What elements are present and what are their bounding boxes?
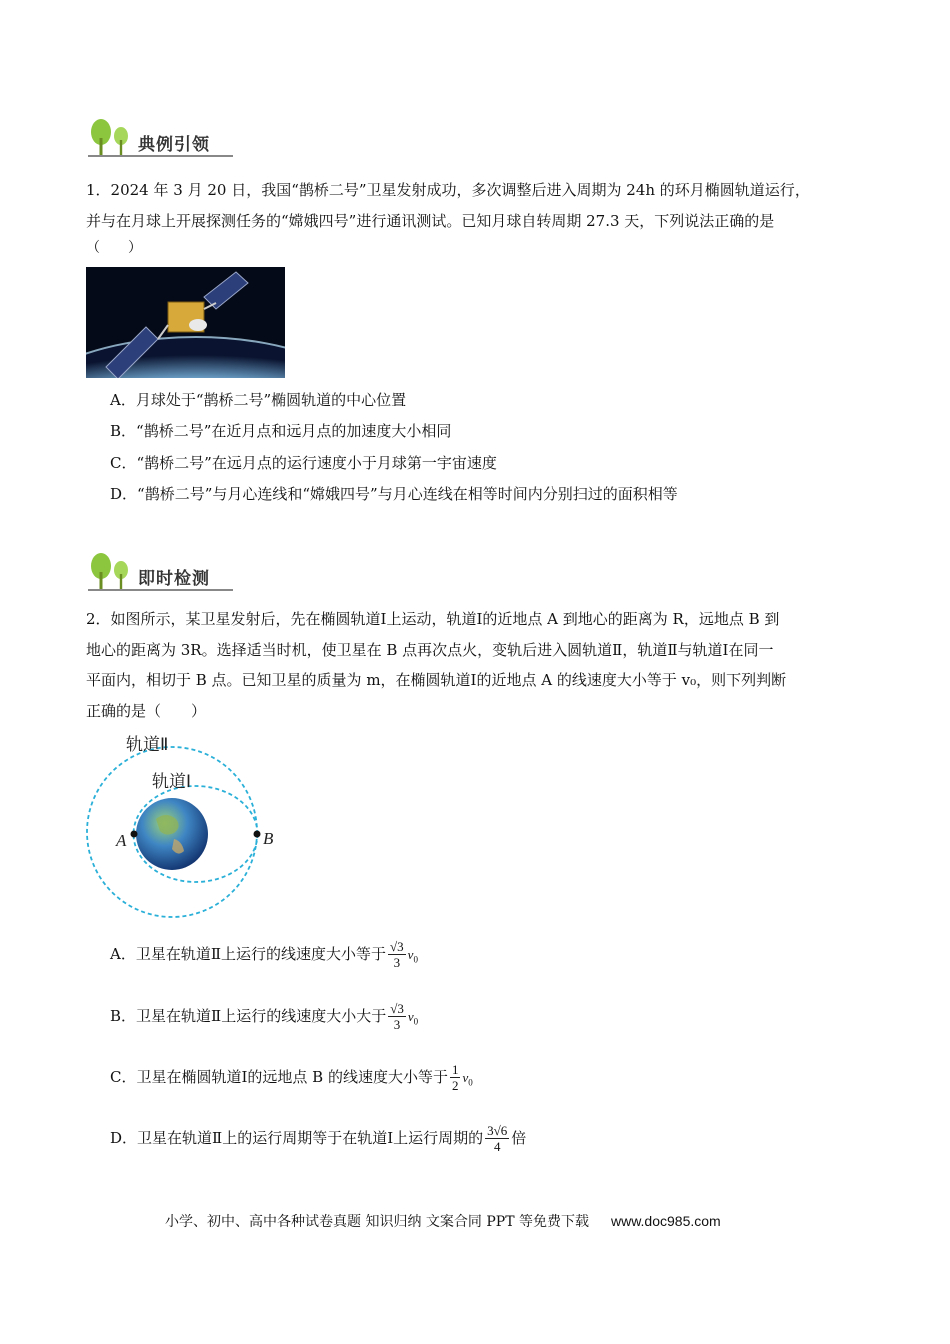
fraction <box>388 1002 406 1032</box>
option-text: C．卫星在椭圆轨道Ⅰ的远地点 B 的线速度大小等于 <box>110 1068 448 1086</box>
question-2-stem <box>86 604 866 726</box>
fraction-denominator: 3 <box>388 954 406 970</box>
question-1-line: 1．2024 年 3 月 20 日，我国“鹊桥二号”卫星发射成功，多次调整后进入周期为 24h 的环月椭圆轨道运行， <box>86 181 810 199</box>
question-1-line: （ ） <box>86 240 142 256</box>
question-2-line: 正确的是（ ） <box>86 701 207 720</box>
question-2-line: 2．如图所示，某卫星发射后，先在椭圆轨道Ⅰ上运动，轨道Ⅰ的近地点 A 到地心的距离为 R，远地点 B 到 <box>86 610 780 628</box>
velocity-symbol: $v_0$ <box>462 1070 473 1088</box>
question-1-line: 并与在月球上开展探测任务的“嫦娥四号”进行通讯测试。已知月球自转周期 27.3 天，下列说法正确的是 <box>86 211 775 230</box>
option-a[interactable] <box>110 940 418 971</box>
point-a-label: A <box>116 831 127 850</box>
fraction-numerator: 3√6 <box>487 1123 508 1138</box>
orbit-diagram <box>86 724 286 924</box>
velocity-symbol: $v_0$ <box>407 1009 419 1027</box>
point-b-dot <box>254 831 261 838</box>
point-b-label: B <box>263 829 274 848</box>
option-b[interactable]: B．“鹊桥二号”在近月点和远月点的加速度大小相同 <box>110 422 452 440</box>
question-2-line: 地心的距离为 3R。选择适当时机，使卫星在 B 点再次点火，变轨后进入圆轨道Ⅱ，轨道Ⅱ与轨道Ⅰ在同一 <box>86 640 774 659</box>
footer-text: 小学、初中、高中各种试卷真题 知识归纳 文案合同 PPT 等免费下载 <box>165 1214 589 1230</box>
orbit-ii-label: 轨道Ⅱ <box>126 735 169 755</box>
option-c[interactable] <box>110 1063 473 1094</box>
fraction <box>450 1063 461 1093</box>
option-c[interactable]: C．“鹊桥二号”在远月点的运行速度小于月球第一宇宙速度 <box>110 454 497 472</box>
option-suffix: 倍 <box>511 1129 527 1147</box>
section-header-quiz <box>88 552 238 594</box>
fraction-denominator: 2 <box>451 1078 459 1093</box>
fraction <box>485 1124 509 1154</box>
tree-icon <box>88 552 138 590</box>
fraction <box>388 940 406 970</box>
section-underline <box>88 589 233 591</box>
question-1-stem <box>86 175 866 260</box>
section-header-examples <box>88 118 238 160</box>
fraction-denominator: 4 <box>485 1138 509 1154</box>
tree-icon <box>88 118 138 156</box>
option-a[interactable]: A．月球处于“鹊桥二号”椭圆轨道的中心位置 <box>110 391 407 409</box>
fraction-numerator: √3 <box>390 939 404 954</box>
option-text: B．卫星在轨道Ⅱ上运行的线速度大小大于 <box>110 1007 387 1025</box>
option-d[interactable] <box>110 1124 526 1154</box>
section-title: 即时检测 <box>138 569 210 589</box>
velocity-symbol: $v_0$ <box>407 947 418 965</box>
option-text: A．卫星在轨道Ⅱ上运行的线速度大小等于 <box>110 945 387 963</box>
option-b[interactable] <box>110 1002 418 1033</box>
option-d[interactable]: D．“鹊桥二号”与月心连线和“嫦娥四号”与月心连线在相等时间内分别扫过的面积相等 <box>110 485 678 503</box>
satellite-image <box>86 267 285 378</box>
page-footer <box>165 1211 721 1231</box>
question-2-line: 平面内，相切于 B 点。已知卫星的质量为 m，在椭圆轨道Ⅰ的近地点 A 的线速度大小等于 v₀，则下列判断 <box>86 671 787 689</box>
fraction-numerator: 1 <box>451 1062 459 1077</box>
fraction-denominator: 3 <box>388 1016 406 1032</box>
orbit-i-label: 轨道Ⅰ <box>152 772 192 792</box>
footer-link[interactable]: www.doc985.com <box>610 1213 721 1229</box>
earth-globe <box>136 798 208 870</box>
option-text: D．卫星在轨道Ⅱ上的运行周期等于在轨道Ⅰ上运行周期的 <box>110 1129 484 1147</box>
section-underline <box>88 155 233 157</box>
point-a-dot <box>131 831 138 838</box>
fraction-numerator: √3 <box>390 1001 404 1016</box>
section-title: 典例引领 <box>138 135 210 155</box>
